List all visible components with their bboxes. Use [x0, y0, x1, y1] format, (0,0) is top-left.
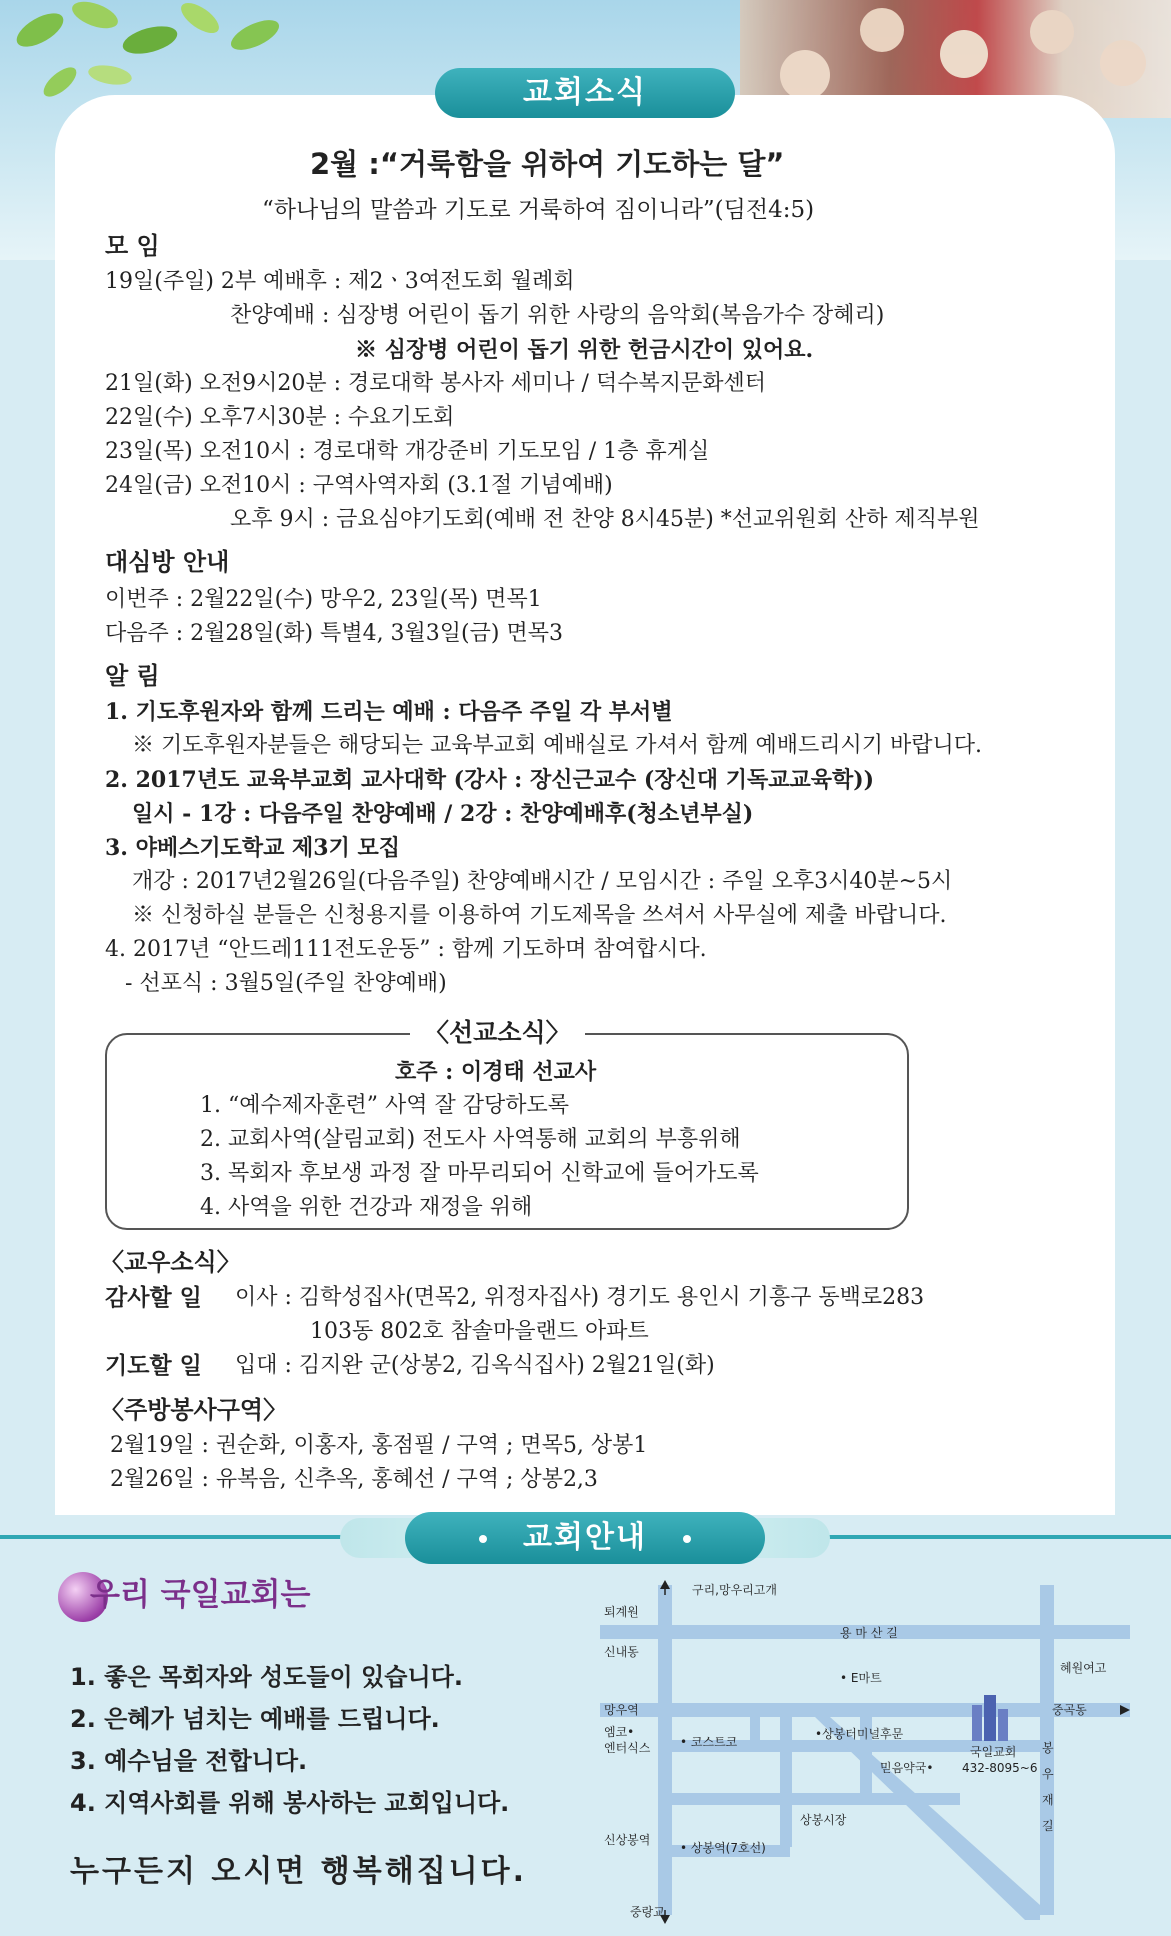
visits-next-week: 다음주 : 2월28일(화) 특별4, 3월3일(금) 면목3: [105, 621, 563, 646]
gathering-line: 21일(화) 오전9시20분 : 경로대학 봉사자 세미나 / 덕수복지문화센터: [105, 371, 766, 396]
notice-line: - 선포식 : 3월5일(주일 찬양예배): [125, 971, 447, 996]
notice-line: 일시 - 1강 : 다음주일 찬양예배 / 2강 : 찬양예배후(청소년부실): [132, 801, 754, 827]
mission-news-label: 〈선교소식〉: [410, 1018, 585, 1048]
thanks-line: 103동 802호 참솔마을랜드 아파트: [310, 1319, 649, 1344]
prayer-line: 입대 : 김지완 군(상봉2, 김옥식집사) 2월21일(화): [235, 1353, 715, 1378]
theme-verse: “하나님의 말씀과 기도로 거룩하여 짐이니라”(딤전4:5): [262, 197, 815, 223]
missionary-name: 호주 : 이경태 선교사: [395, 1059, 597, 1085]
mission-prayer-item: 4. 사역을 위한 건강과 재정을 위해: [200, 1195, 533, 1220]
mission-prayer-item: 1. “예수제자훈련” 사역 잘 감당하도록: [200, 1093, 569, 1118]
map-label-market: 상봉시장: [800, 1813, 847, 1827]
map-label-yongmasan: 용 마 산 길: [840, 1626, 898, 1640]
notice-line: 4. 2017년 “안드레111전도운동” : 함께 기도하며 참여합시다.: [105, 937, 707, 962]
leaves-decoration: [0, 0, 330, 110]
gathering-line: 22일(수) 오후7시30분 : 수요기도회: [105, 405, 455, 430]
thanks-label: 감사할 일: [105, 1285, 202, 1311]
map-label-toegyewon: 퇴계원: [604, 1605, 639, 1619]
notice-line: 3. 야베스기도학교 제3기 모집: [105, 835, 401, 861]
map-label-church: 국일교회: [970, 1745, 1017, 1759]
gathering-line: 23일(목) 오전10시 : 경로대학 개강준비 기도모임 / 1층 휴게실: [105, 439, 710, 464]
gathering-line: 19일(주일) 2부 예배후 : 제2ㆍ3여전도회 월례회: [105, 269, 575, 294]
map-label-sinnaedong: 신내동: [604, 1645, 639, 1659]
kitchen-heading: 〈주방봉사구역〉: [100, 1396, 288, 1424]
slogan: 누구든지 오시면 행복해집니다.: [70, 1854, 528, 1889]
thanks-line: 이사 : 김학성집사(면목2, 위정자집사) 경기도 용인시 기흥구 동백로283: [235, 1285, 925, 1310]
section-title-church-guide: 교회안내: [405, 1512, 765, 1564]
gatherings-heading: 모 임: [105, 232, 160, 260]
guide-point: 2. 은혜가 넘치는 예배를 드립니다.: [70, 1705, 440, 1733]
notice-line: 1. 기도후원자와 함께 드리는 예배 : 다음주 주일 각 부서별: [105, 699, 673, 725]
map-label-pharmacy: 믿음약국•: [880, 1761, 934, 1775]
map-label-sinsangbong: 신상봉역: [604, 1833, 651, 1847]
gathering-line: ※ 심장병 어린이 돕기 위한 헌금시간이 있어요.: [355, 337, 814, 363]
prayer-label: 기도할 일: [105, 1353, 202, 1379]
visits-heading: 대심방 안내: [105, 548, 230, 576]
map-label-emcore: 엠코•: [604, 1725, 635, 1739]
guide-point: 4. 지역사회를 위해 봉사하는 교회입니다.: [70, 1789, 510, 1817]
mission-prayer-item: 3. 목회자 후보생 과정 잘 마무리되어 신학교에 들어가도록: [200, 1161, 759, 1186]
gathering-line: 오후 9시 : 금요심야기도회(예배 전 찬양 8시45분) *선교위원회 산하 제직부원: [230, 507, 980, 532]
location-map: [600, 1575, 1130, 1925]
section-title-church-news: 교회소식: [435, 68, 735, 118]
map-label-hyewon: 혜원여고: [1060, 1661, 1107, 1675]
visits-this-week: 이번주 : 2월22일(수) 망우2, 23일(목) 면목1: [105, 587, 542, 612]
monthly-theme-title: 2월 :“거룩함을 위하여 기도하는 달”: [310, 147, 785, 181]
map-label-sangbong-station: • 상봉역(7호선): [680, 1841, 766, 1855]
map-label-junggok: 중곡동: [1052, 1703, 1087, 1717]
map-label-guri: 구리,망우리고개: [692, 1583, 777, 1597]
map-label-junghwa: 중랑교: [630, 1905, 665, 1919]
map-label-bongwoo: 봉 우 재 길: [1042, 1741, 1054, 1833]
notice-line: ※ 신청하실 분들은 신청용지를 이용하여 기도제목을 쓰셔서 사무실에 제출 바랍니다.: [132, 903, 947, 928]
members-heading: 〈교우소식〉: [100, 1248, 241, 1276]
map-label-phone: 432-8095~6: [962, 1761, 1038, 1775]
notices-heading: 알 림: [105, 662, 160, 690]
gathering-line: 찬양예배 : 심장병 어린이 돕기 위한 사랑의 음악회(복음가수 장혜리): [230, 303, 885, 328]
map-label-costco: • 코스트코: [680, 1735, 738, 1749]
intro-title: 우리 국일교회는: [90, 1577, 311, 1613]
notice-line: 2. 2017년도 교육부교회 교사대학 (강사 : 장신근교수 (장신대 기독교교육학)): [105, 767, 875, 793]
map-label-terminal: •상봉터미널후문: [815, 1727, 904, 1741]
notice-line: 개강 : 2017년2월26일(다음주일) 찬양예배시간 / 모임시간 : 주일 오후3시40분~5시: [132, 869, 953, 894]
notice-line: ※ 기도후원자분들은 해당되는 교육부교회 예배실로 가셔서 함께 예배드리시기 바랍니다.: [132, 733, 983, 758]
guide-point: 1. 좋은 목회자와 성도들이 있습니다.: [70, 1663, 463, 1691]
map-label-emart: • E마트: [840, 1671, 882, 1685]
gathering-line: 24일(금) 오전10시 : 구역사역자회 (3.1절 기념예배): [105, 473, 613, 498]
kitchen-line: 2월26일 : 유복음, 신추옥, 홍혜선 / 구역 ; 상봉2,3: [110, 1467, 598, 1492]
guide-point: 3. 예수님을 전합니다.: [70, 1747, 308, 1775]
map-label-entersix: 엔터식스: [604, 1741, 651, 1755]
kitchen-line: 2월19일 : 권순화, 이홍자, 홍점필 / 구역 ; 면목5, 상봉1: [110, 1433, 648, 1458]
mission-prayer-item: 2. 교회사역(살림교회) 전도사 사역통해 교회의 부흥위해: [200, 1127, 741, 1152]
map-label-mangwoo: 망우역: [604, 1703, 639, 1717]
